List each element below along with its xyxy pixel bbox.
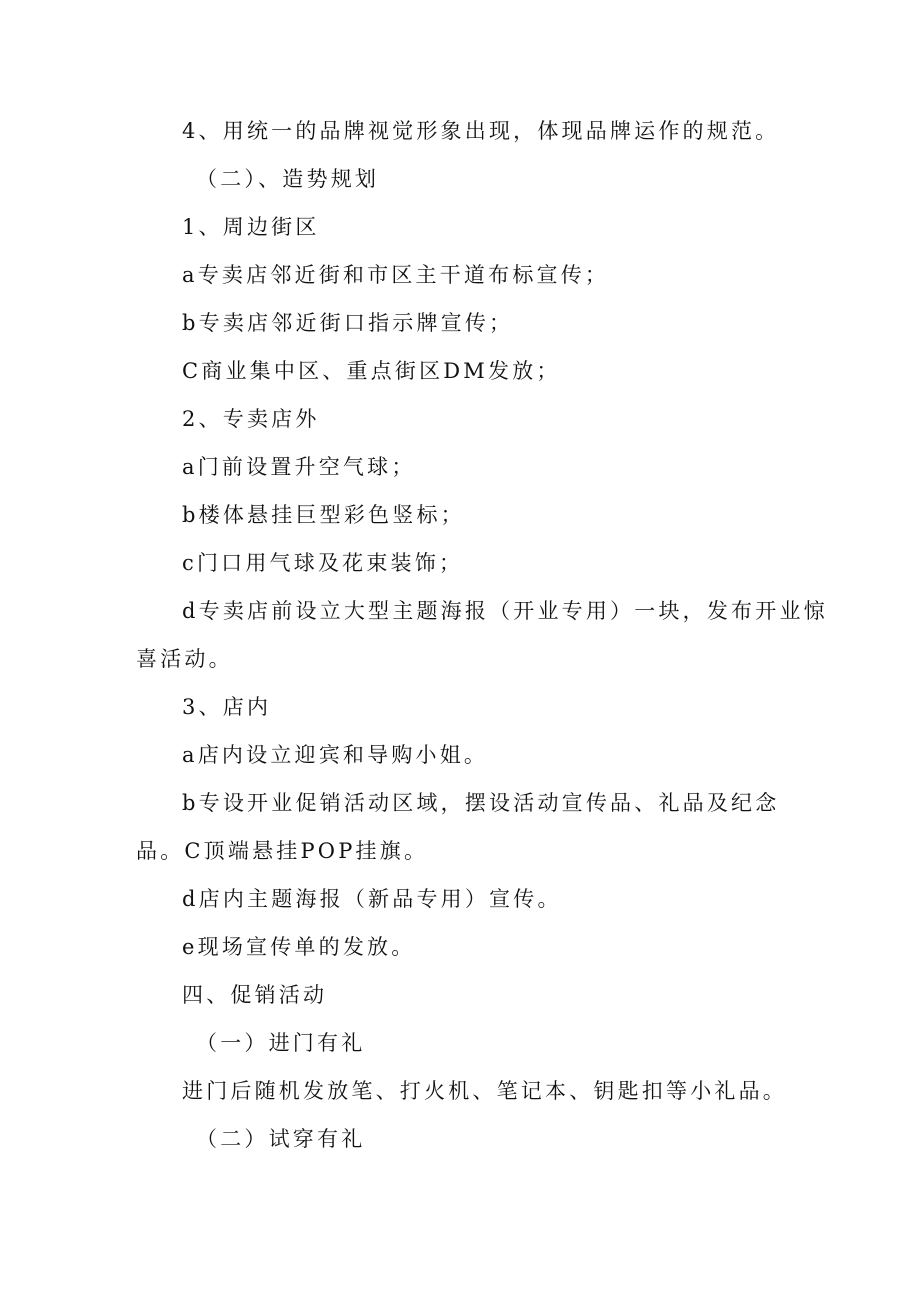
section-heading-promotions: 四、促销活动 — [182, 983, 328, 1007]
list-item-dm-distribution: C商业集中区、重点街区DM发放； — [182, 359, 561, 383]
list-item-promo-area-continued: 品。C顶端悬挂POP挂旗。 — [136, 839, 429, 863]
list-item-poster: d专卖店前设立大型主题海报（开业专用）一块，发布开业惊 — [182, 599, 828, 623]
list-item-flyers: e现场宣传单的发放。 — [182, 935, 416, 959]
list-item-instore-poster: d店内主题海报（新品专用）宣传。 — [182, 887, 562, 911]
subsection-heading-entry-gift: （一）进门有礼 — [196, 1031, 366, 1055]
list-item-greeters: a店内设立迎宾和导购小姐。 — [182, 743, 489, 767]
list-item-promo-area: b专设开业促销活动区域，摆设活动宣传品、礼品及纪念 — [182, 791, 780, 815]
list-item-vertical-banner: b楼体悬挂巨型彩色竖标； — [182, 503, 465, 527]
list-item-door-decoration: c门口用气球及花束装饰； — [182, 551, 464, 575]
list-item-balloons: a门前设置升空气球； — [182, 455, 416, 479]
subheading-surrounding-streets: 1、周边街区 — [182, 215, 320, 239]
subsection-heading-try-on-gift: （二）试穿有礼 — [196, 1127, 366, 1151]
paragraph-line-small-gifts: 进门后随机发放笔、打火机、笔记本、钥匙扣等小礼品。 — [182, 1079, 787, 1103]
list-item-street-banner: a专卖店邻近街和市区主干道布标宣传； — [182, 263, 610, 287]
section-heading-momentum-planning: （二）、造势规划 — [196, 167, 380, 191]
subheading-in-store: 3、店内 — [182, 695, 272, 719]
paragraph-line-brand-image: 4、用统一的品牌视觉形象出现，体现品牌运作的规范。 — [182, 119, 780, 143]
subheading-outside-store: 2、专卖店外 — [182, 407, 320, 431]
list-item-poster-continued: 喜活动。 — [136, 647, 233, 671]
list-item-street-sign: b专卖店邻近街口指示牌宣传； — [182, 311, 514, 335]
